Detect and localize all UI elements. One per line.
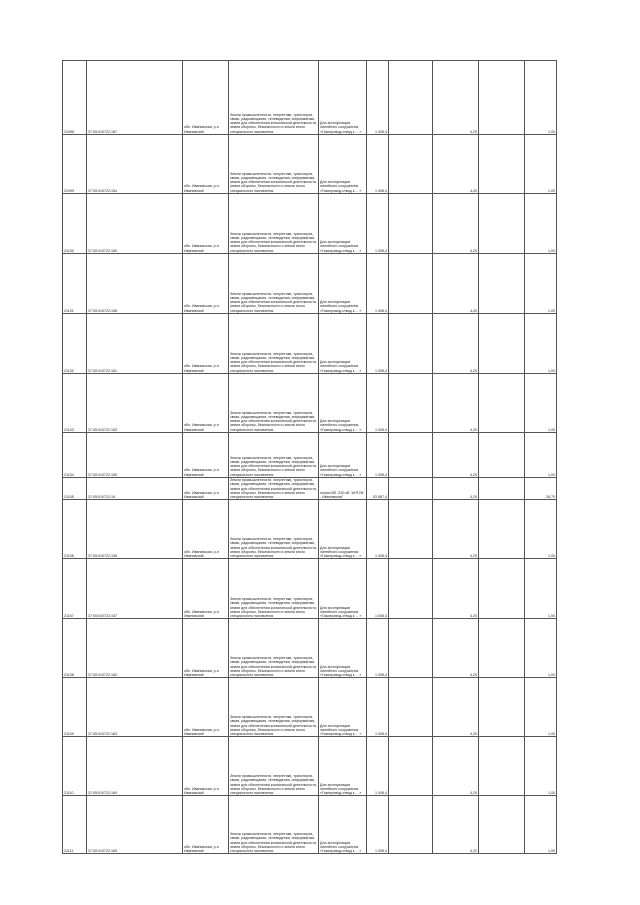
cell-category: Земли промышленности, энергетики, транспорта, связи, радиовещания, телевидения, информатики, земли для обеспечения космической деятельности, земли обороны, безопасности и земли иного специального назначения [229, 135, 319, 194]
cell-v1: 4,20 [433, 796, 479, 854]
cell-empty [479, 61, 525, 135]
cell-use: Для эксплуатации линейного сооружения «Газопровод-отвод к ... » [319, 135, 367, 194]
table-row [63, 619, 557, 678]
cell-empty [479, 314, 525, 374]
cell-area: 1 008,4 [367, 61, 389, 135]
cell-v1: 4,20 [433, 135, 479, 194]
table-row [63, 796, 557, 854]
cell-v2: 1,00 [525, 737, 557, 796]
cell-cadastral: 37:05:010722:163 [87, 678, 183, 737]
table-row [63, 194, 557, 254]
cell-code: 21098 [63, 61, 87, 135]
cell-cadastral: 37:05:010722:155 [87, 500, 183, 559]
cell-code: 21099 [63, 135, 87, 194]
cell-code: 21101 [63, 254, 87, 314]
table-row [63, 314, 557, 374]
cell-code: 21104 [63, 433, 87, 478]
cell-empty [479, 478, 525, 500]
cell-v2: 26,70 [525, 478, 557, 500]
cell-category: Земли промышленности, энергетики, транспорта, связи, радиовещания, телевидения, информатики, земли для обеспечения космической деятельности, земли обороны, безопасности и земли иного специального назначения [229, 559, 319, 619]
cell-code: 21108 [63, 619, 87, 678]
cell-empty [479, 433, 525, 478]
cell-category: Земли промышленности, энергетики, транспорта, связи, радиовещания, телевидения, информатики, земли для обеспечения космической деятельности, земли обороны, безопасности и земли иного специального назначения [229, 796, 319, 854]
cell-address: обл. Ивановская, р-н Ивановский [183, 737, 229, 796]
cell-empty [389, 314, 433, 374]
cell-empty [479, 619, 525, 678]
cell-address: обл. Ивановская, р-н Ивановский [183, 194, 229, 254]
cell-v2: 1,00 [525, 135, 557, 194]
cell-area: 1 008,4 [367, 135, 389, 194]
cell-empty [479, 796, 525, 854]
cell-address: обл. Ивановская, р-н Ивановский [183, 796, 229, 854]
table-row [63, 135, 557, 194]
cell-empty [479, 254, 525, 314]
cell-address: обл. Ивановская, р-н Ивановский [183, 135, 229, 194]
cell-v1: 4,20 [433, 254, 479, 314]
cell-v2: 1,00 [525, 796, 557, 854]
cell-use: Для эксплуатации линейного сооружения «Газопровод-отвод к ... » [319, 796, 367, 854]
cell-use: Для эксплуатации линейного сооружения «Газопровод-отвод к ... » [319, 737, 367, 796]
cell-v1: 4,20 [433, 619, 479, 678]
cell-category: Земли промышленности, энергетики, транспорта, связи, радиовещания, телевидения, информатики, земли для обеспечения космической деятельности, земли обороны, безопасности и земли иного специального назначения [229, 500, 319, 559]
cell-v1: 4,20 [433, 737, 479, 796]
cell-empty [389, 500, 433, 559]
cell-v1: 4,20 [433, 500, 479, 559]
cell-area: 1 008,4 [367, 619, 389, 678]
table-row [63, 61, 557, 135]
cell-cadastral: 37:05:010722:165 [87, 796, 183, 854]
land-plots-table [62, 60, 557, 854]
table-row [63, 737, 557, 796]
cell-cadastral: 37:05:010722:161 [87, 314, 183, 374]
cell-v1: 4,20 [433, 61, 479, 135]
cell-area: 1 008,4 [367, 737, 389, 796]
cell-v1: 4,20 [433, 478, 479, 500]
cell-use: Для эксплуатации линейного сооружения «Газопровод-отвод к ... » [319, 314, 367, 374]
cell-use: Для эксплуатации линейного сооружения «Газопровод-отвод к ... » [319, 619, 367, 678]
cell-area: 1 008,4 [367, 254, 389, 314]
cell-empty [389, 254, 433, 314]
cell-use: опоры ВЛ -220 кВ "АНТОК - Ивановская" [319, 478, 367, 500]
cell-category: Земли промышленности, энергетики, транспорта, связи, радиовещания, телевидения, информатики, земли для обеспечения космической деятельности, земли обороны, безопасности и земли иного специального назначения [229, 619, 319, 678]
cell-v1: 4,20 [433, 559, 479, 619]
table-row [63, 374, 557, 433]
table-row [63, 478, 557, 500]
cell-v2: 1,00 [525, 678, 557, 737]
cell-address: обл. Ивановская, р-н Ивановский [183, 619, 229, 678]
cell-empty [479, 374, 525, 433]
cell-empty [389, 678, 433, 737]
cell-cadastral: 37:05:010722:160 [87, 194, 183, 254]
cell-category: Земли промышленности, энергетики, транспорта, связи, радиовещания, телевидения, информатики, земли для обеспечения космической деятельности, земли обороны, безопасности и земли иного специального назначения [229, 314, 319, 374]
cell-area: 1 008,4 [367, 500, 389, 559]
cell-cadastral: 37:05:010722:157 [87, 559, 183, 619]
cell-address: обл. Ивановская, р-н Ивановский [183, 500, 229, 559]
cell-use: Для эксплуатации линейного сооружения «Газопровод-отвод к ... » [319, 194, 367, 254]
cell-use: Для эксплуатации линейного сооружения «Газопровод-отвод к ... » [319, 559, 367, 619]
cell-area: 1 008,4 [367, 678, 389, 737]
cell-address: обл. Ивановская, р-н Ивановский [183, 678, 229, 737]
cell-area: 1 008,4 [367, 374, 389, 433]
cell-empty [479, 678, 525, 737]
cell-empty [389, 433, 433, 478]
cell-area: 1 008,4 [367, 314, 389, 374]
cell-area: 1 008,4 [367, 796, 389, 854]
cell-empty [389, 619, 433, 678]
table-row [63, 254, 557, 314]
cell-v1: 4,20 [433, 433, 479, 478]
cell-empty [389, 194, 433, 254]
cell-empty [389, 61, 433, 135]
cell-cadastral: 37:05:010722:164 [87, 737, 183, 796]
cell-address: обл. Ивановская, р-н Ивановский [183, 314, 229, 374]
cell-use: Для эксплуатации линейного сооружения «Газопровод-отвод к ... » [319, 61, 367, 135]
cell-v2: 1,00 [525, 254, 557, 314]
cell-area: 1 008,4 [367, 433, 389, 478]
cell-cadastral: 37:05:010722:158 [87, 254, 183, 314]
cell-cadastral: 37:05:010722:162 [87, 619, 183, 678]
cell-empty [479, 194, 525, 254]
cell-empty [479, 559, 525, 619]
cell-v1: 4,20 [433, 374, 479, 433]
cell-cadastral: 37:05:010722:159 [87, 433, 183, 478]
cell-cadastral: 37:05:010722:153 [87, 374, 183, 433]
cell-empty [389, 559, 433, 619]
cell-use: Для эксплуатации линейного сооружения «Газопровод-отвод к ... » [319, 500, 367, 559]
cell-empty [389, 737, 433, 796]
cell-code: 21111 [63, 796, 87, 854]
cell-v1: 4,20 [433, 314, 479, 374]
table-row [63, 678, 557, 737]
cell-v2: 1,00 [525, 61, 557, 135]
cell-cadastral: 37:05:010722:154 [87, 135, 183, 194]
cell-code: 21106 [63, 500, 87, 559]
cell-category: Земли промышленности, энергетики, транспорта, связи, радиовещания, телевидения, информатики, земли для обеспечения космической деятельности, земли обороны, безопасности и земли иного специального назначения [230, 478, 317, 500]
cell-v2: 1,00 [525, 433, 557, 478]
cell-v2: 1,00 [525, 500, 557, 559]
cell-v2: 1,00 [525, 559, 557, 619]
cell-address: обл. Ивановская, р-н Ивановский [183, 374, 229, 433]
cell-empty [479, 500, 525, 559]
cell-address: обл. Ивановская, р-н Ивановский [183, 559, 229, 619]
cell-area: 1 008,4 [367, 194, 389, 254]
cell-code: 21107 [63, 559, 87, 619]
cell-use: Для эксплуатации линейного сооружения «Газопровод-отвод к ... » [319, 374, 367, 433]
cell-address: обл. Ивановская, р-н Ивановский [183, 61, 229, 135]
cell-v2: 1,00 [525, 374, 557, 433]
cell-area: 53 887,4 [367, 478, 389, 500]
cell-code: 21109 [63, 678, 87, 737]
cell-address: обл. Ивановская, р-н Ивановский [183, 433, 229, 478]
cell-empty [479, 737, 525, 796]
cell-v2: 1,00 [525, 619, 557, 678]
cell-cadastral: 37:05:010722:187 [87, 61, 183, 135]
cell-code: 21110 [63, 737, 87, 796]
cell-area: 1 008,4 [367, 559, 389, 619]
cell-use: Для эксплуатации линейного сооружения «Газопровод-отвод к ... » [319, 433, 367, 478]
cell-category: Земли промышленности, энергетики, транспорта, связи, радиовещания, телевидения, информатики, земли для обеспечения космической деятельности, земли обороны, безопасности и земли иного специального назначения [229, 678, 319, 737]
cell-code: 21102 [63, 314, 87, 374]
cell-category: Земли промышленности, энергетики, транспорта, связи, радиовещания, телевидения, информатики, земли для обеспечения космической деятельности, земли обороны, безопасности и земли иного специального назначения [229, 254, 319, 314]
cell-v2: 1,00 [525, 314, 557, 374]
cell-code: 21105 [63, 478, 87, 500]
table-row [63, 559, 557, 619]
table-body [63, 61, 557, 854]
table-row [63, 433, 557, 478]
cell-category: Земли промышленности, энергетики, транспорта, связи, радиовещания, телевидения, информатики, земли для обеспечения космической деятельности, земли обороны, безопасности и земли иного специального назначения [229, 61, 319, 135]
cell-empty [389, 374, 433, 433]
cell-category: Земли промышленности, энергетики, транспорта, связи, радиовещания, телевидения, информатики, земли для обеспечения космической деятельности, земли обороны, безопасности и земли иного специального назначения [229, 737, 319, 796]
cell-category: Земли промышленности, энергетики, транспорта, связи, радиовещания, телевидения, информатики, земли для обеспечения космической деятельности, земли обороны, безопасности и земли иного специального назначения [229, 194, 319, 254]
cell-category: Земли промышленности, энергетики, транспорта, связи, радиовещания, телевидения, информатики, земли для обеспечения космической деятельности, земли обороны, безопасности и земли иного специального назначения [229, 374, 319, 433]
cell-code: 21100 [63, 194, 87, 254]
cell-v2: 1,00 [525, 194, 557, 254]
cell-v1: 4,20 [433, 194, 479, 254]
cell-empty [389, 478, 433, 500]
cell-v1: 4,20 [433, 678, 479, 737]
cell-use: Для эксплуатации линейного сооружения «Газопровод-отвод к ... » [319, 254, 367, 314]
cell-use: Для эксплуатации линейного сооружения «Газопровод-отвод к ... » [319, 678, 367, 737]
cell-empty [389, 796, 433, 854]
cell-address: обл. Ивановская, р-н Ивановский [183, 478, 229, 500]
table-row [63, 500, 557, 559]
cell-cadastral: 37:05:010722:16 [87, 478, 183, 500]
cell-address: обл. Ивановская, р-н Ивановский [183, 254, 229, 314]
cell-category: Земли промышленности, энергетики, транспорта, связи, радиовещания, телевидения, информатики, земли для обеспечения космической деятельности, земли обороны, безопасности и земли иного специального назначения [229, 433, 319, 478]
cell-empty [389, 135, 433, 194]
cell-empty [479, 135, 525, 194]
cell-code: 21103 [63, 374, 87, 433]
